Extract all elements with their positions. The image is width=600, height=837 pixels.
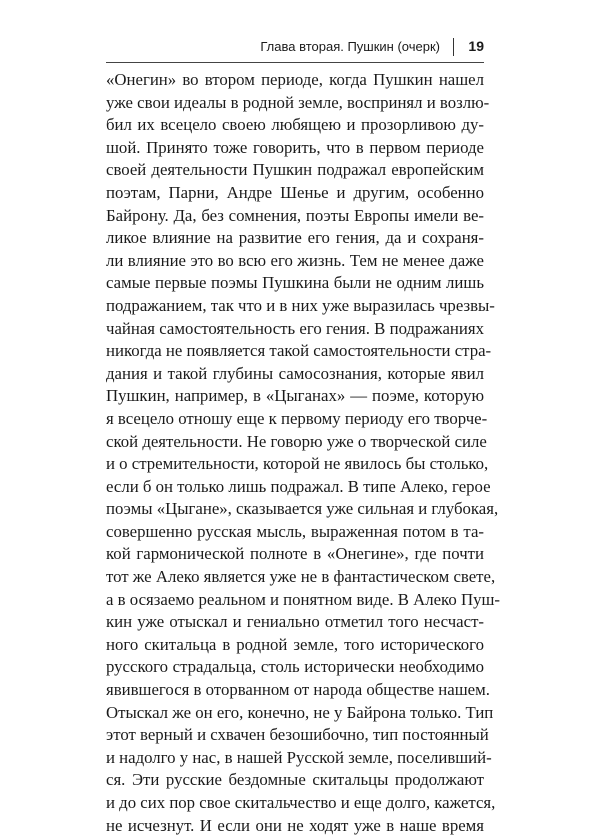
page-number: 19 xyxy=(468,38,484,54)
text-line: ли влияние это во всю его жизнь. Тем не менее даже xyxy=(106,250,484,270)
running-header xyxy=(106,38,484,56)
text-line: подражанием, так что и в них уже выразилась чрезвы- xyxy=(106,295,495,315)
text-line: дания и такой глубины самосознания, которые явил xyxy=(106,363,484,383)
text-line: кин уже отыскал и гениально отметил того несчаст- xyxy=(106,612,484,632)
text-line: ской деятельности. Не говорю уже о творческой силе xyxy=(106,431,487,451)
text-line: если б он только лишь подражал. В типе Алеко, герое xyxy=(106,476,491,496)
header-divider xyxy=(453,38,454,56)
text-line: этот верный и схвачен безошибочно, тип постоянный xyxy=(106,725,489,745)
text-line: бил их всецело своею любящею и прозорливою ду- xyxy=(106,115,484,135)
text-line: ся. Эти русские бездомные скитальцы продолжают xyxy=(106,770,484,790)
text-line: и о стремительности, которой не явилось бы столько, xyxy=(106,454,489,474)
text-line: я всецело отношу еще к первому периоду его творче- xyxy=(106,408,488,428)
text-line: «Онегин» во втором периоде, когда Пушкин нашел xyxy=(106,70,484,89)
text-line: тот же Алеко является уже не в фантастическом свете, xyxy=(106,567,496,587)
text-line: ного скитальца в родной земле, того исторического xyxy=(106,634,484,654)
text-line: самые первые поэмы Пушкина были не одним лишь xyxy=(106,273,484,293)
text-line: никогда не появляется такой самостоятельности стра- xyxy=(106,341,492,361)
text-line: Отыскал же он его, конечно, не у Байрона только. Тип xyxy=(106,702,494,722)
text-line: поэмы «Цыгане», сказывается уже сильная и глубокая, xyxy=(106,499,499,519)
text-line: кой гармонической полноте в «Онегине», где почти xyxy=(106,544,484,564)
text-line: уже свои идеалы в родной земле, воспринял и возлю- xyxy=(106,92,490,112)
text-line: чайная самостоятельность его гения. В подражаниях xyxy=(106,318,484,338)
text-line: шой. Принято тоже говорить, что в первом периоде xyxy=(106,137,484,157)
text-line: а в осязаемо реальном и понятном виде. В Алеко Пуш- xyxy=(106,589,500,609)
chapter-title: Глава вторая. Пушкин (очерк) xyxy=(260,39,440,54)
text-line: явившегося в оторванном от народа обществе нашем. xyxy=(106,680,490,700)
text-line: Пушкин, например, в «Цыганах» — поэме, которую xyxy=(106,386,484,406)
body-text xyxy=(106,69,500,837)
text-line: своей деятельности Пушкин подражал европейским xyxy=(106,160,484,180)
text-line: не исчезнут. И если они не ходят уже в наше время xyxy=(106,815,484,835)
text-line: поэтам, Парни, Андре Шенье и другим, особенно xyxy=(106,182,484,202)
text-line: русского страдальца, столь исторически необходимо xyxy=(106,657,484,677)
text-line: и надолго у нас, в нашей Русской земле, поселивший- xyxy=(106,747,492,767)
text-line: ликое влияние на развитие его гения, да и сохраня- xyxy=(106,228,484,248)
text-line: и до сих пор свое скитальчество и еще долго, кажется, xyxy=(106,793,496,812)
header-rule xyxy=(106,62,484,63)
text-line: совершенно русская мысль, выраженная потом в та- xyxy=(106,521,484,541)
text-line: Байрону. Да, без сомнения, поэты Европы имели ве- xyxy=(106,205,484,225)
